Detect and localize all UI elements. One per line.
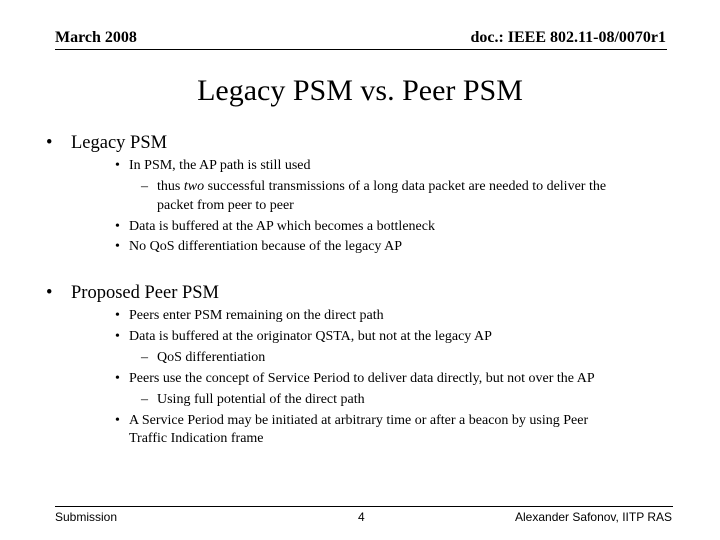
slide-title: Legacy PSM vs. Peer PSM: [197, 74, 523, 107]
list-item-text: Peers enter PSM remaining on the direct path: [129, 308, 384, 323]
header-divider: [55, 49, 667, 50]
bullet-icon: •: [46, 283, 53, 303]
dash-icon: –: [141, 392, 148, 407]
dash-icon: –: [141, 179, 148, 194]
bullet-icon: •: [115, 308, 120, 323]
section-heading-text: Proposed Peer PSM: [71, 283, 220, 303]
footer-submission: Submission: [55, 510, 118, 524]
list-item-text: No QoS differentiation because of the legacy AP: [129, 239, 403, 254]
list-item-continuation: Traffic Indication frame: [129, 431, 264, 446]
page-number: 4: [358, 510, 365, 524]
sub-list-item-text: thus two successful transmissions of a long data packet are needed to deliver the: [157, 179, 607, 194]
header-doc-id: doc.: IEEE 802.11-08/0070r1: [470, 29, 666, 46]
sub-list-item-text: Using full potential of the direct path: [157, 392, 365, 407]
bullet-icon: •: [115, 239, 120, 254]
list-item-text: In PSM, the AP path is still used: [129, 158, 311, 173]
list-item-text: A Service Period may be initiated at arbitrary time or after a beacon by using Peer: [129, 413, 589, 428]
section-heading-text: Legacy PSM: [71, 133, 168, 153]
bullet-icon: •: [115, 413, 120, 428]
bullet-icon: •: [115, 219, 120, 234]
bullet-icon: •: [115, 371, 120, 386]
footer-author: Alexander Safonov, IITP RAS: [515, 510, 672, 524]
list-item-text: Peers use the concept of Service Period to deliver data directly, but not over the AP: [129, 371, 595, 386]
bullet-icon: •: [46, 133, 53, 153]
list-item-text: Data is buffered at the originator QSTA, but not at the legacy AP: [129, 329, 492, 344]
dash-icon: –: [141, 350, 148, 365]
emphasis-text: two: [183, 179, 205, 194]
header-date: March 2008: [55, 29, 137, 46]
footer-divider: [55, 506, 673, 507]
bullet-icon: •: [115, 158, 120, 173]
bullet-icon: •: [115, 329, 120, 344]
list-item-text: Data is buffered at the AP which becomes a bottleneck: [129, 219, 435, 234]
sub-list-item-continuation: packet from peer to peer: [157, 198, 294, 213]
sub-list-item-text: QoS differentiation: [157, 350, 266, 365]
